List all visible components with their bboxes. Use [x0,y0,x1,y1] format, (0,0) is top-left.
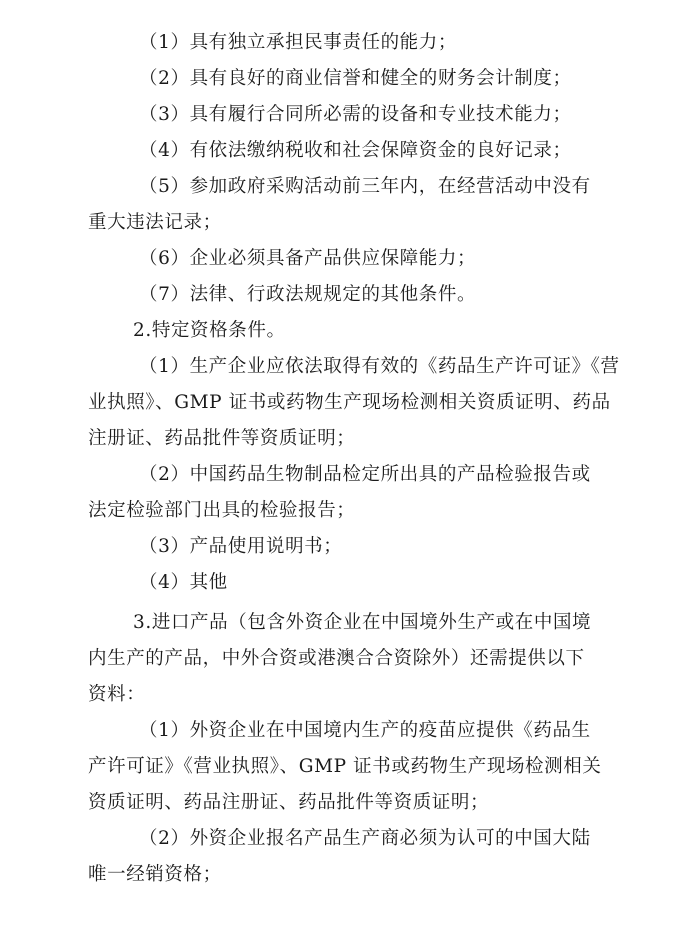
text-line: （2）外资企业报名产品生产商必须为认可的中国大陆 [139,828,591,849]
text-line: 唯一经销资格； [88,864,222,885]
text-line: （4）其他 [139,572,228,593]
text-line: （2）具有良好的商业信誉和健全的财务会计制度； [139,68,572,89]
text-line: （2）中国药品生物制品检定所出具的产品检验报告或 [139,464,591,485]
text-line: （1）生产企业应依法取得有效的《药品生产许可证》《营 [139,356,620,377]
text-line: 内生产的产品，中外合资或港澳合合资除外）还需提供以下 [88,648,585,669]
text-line: （7）法律、行政法规规定的其他条件。 [139,284,477,305]
text-line: （1）具有独立承担民事责任的能力； [139,32,457,53]
text-line: 产许可证》《营业执照》、GMP 证书或药物生产现场检测相关 [88,756,602,777]
text-line: （5）参加政府采购活动前三年内，在经营活动中没有 [139,176,591,197]
text-line: （6）企业必须具备产品供应保障能力； [139,248,477,269]
section-heading: 3.进口产品（包含外资企业在中国境外生产或在中国境 [133,612,592,633]
text-line: （1）外资企业在中国境内生产的疫苗应提供《药品生 [139,720,591,741]
text-line: （3）产品使用说明书； [139,536,343,557]
section-heading: 2.特定资格条件。 [133,320,286,341]
text-line: 资质证明、药品注册证、药品批件等资质证明； [88,792,490,813]
text-line: （4）有依法缴纳税收和社会保障资金的良好记录； [139,140,572,161]
text-line: 法定检验部门出具的检验报告； [88,500,356,521]
text-line: （3）具有履行合同所必需的设备和专业技术能力； [139,104,572,125]
text-line: 注册证、药品批件等资质证明； [88,428,356,449]
text-line: 业执照》、GMP 证书或药物生产现场检测相关资质证明、药品 [88,392,611,413]
text-line: 重大违法记录； [88,212,222,233]
text-line: 资料： [88,684,146,705]
